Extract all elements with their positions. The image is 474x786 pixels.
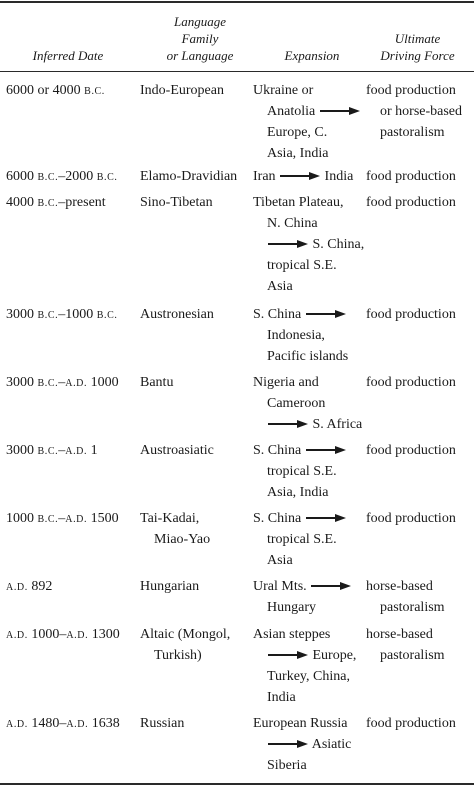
cell-text: Ukraine or bbox=[253, 83, 314, 98]
cell-driving-force bbox=[366, 713, 456, 734]
cell-line bbox=[253, 255, 364, 276]
header-driving-force-line: Driving Force bbox=[380, 48, 455, 63]
cell-expansion bbox=[253, 440, 347, 503]
cell-line: or horse-based bbox=[380, 104, 463, 119]
cell-text: Asia, India bbox=[267, 146, 329, 161]
cell-driving-force bbox=[366, 304, 456, 325]
cell-line: Austronesian bbox=[140, 307, 214, 322]
cell-line bbox=[253, 645, 356, 666]
cell-line bbox=[253, 713, 351, 734]
cell-text: India bbox=[321, 169, 354, 184]
cell-text: S. Africa bbox=[309, 417, 363, 432]
cell-text: S. China bbox=[253, 443, 305, 458]
cell-line: food production bbox=[366, 169, 456, 184]
cell-text: Asia bbox=[267, 279, 293, 294]
cell-expansion bbox=[253, 166, 353, 187]
cell-inferred-date bbox=[6, 192, 106, 214]
cell-line: Bantu bbox=[140, 375, 174, 390]
cell-line bbox=[253, 80, 361, 101]
cell-text: –present bbox=[58, 195, 106, 210]
cell-expansion bbox=[253, 192, 364, 297]
cell-inferred-date bbox=[6, 713, 120, 735]
cell-driving-force bbox=[366, 440, 456, 461]
cell-line: horse-based bbox=[366, 627, 433, 642]
cell-text: 3000 bbox=[6, 443, 38, 458]
cell-line bbox=[253, 687, 356, 708]
cell-text: tropical S.E. bbox=[267, 532, 337, 547]
header-rule bbox=[0, 71, 474, 72]
era-abbreviation: B.C. bbox=[37, 446, 59, 457]
cell-line: pastoralism bbox=[380, 125, 445, 140]
cell-expansion bbox=[253, 508, 347, 571]
cell-language-family bbox=[140, 576, 199, 597]
cell-line bbox=[253, 101, 361, 122]
cell-text: 1 bbox=[87, 443, 98, 458]
cell-line bbox=[253, 461, 347, 482]
cell-line bbox=[253, 393, 362, 414]
cell-line bbox=[253, 755, 351, 776]
cell-line: food production bbox=[366, 716, 456, 731]
era-abbreviation: A.D. bbox=[66, 630, 89, 641]
cell-line: Austroasiatic bbox=[140, 443, 214, 458]
cell-text: 1480– bbox=[27, 716, 67, 731]
cell-text: Asiatic bbox=[309, 737, 352, 752]
cell-text: tropical S.E. bbox=[267, 464, 337, 479]
cell-line bbox=[253, 508, 347, 529]
cell-text: Turkey, China, bbox=[267, 669, 350, 684]
cell-text: Indonesia, bbox=[267, 328, 325, 343]
era-abbreviation: A.D. bbox=[65, 514, 88, 525]
cell-line bbox=[253, 234, 364, 255]
cell-text: 1000 bbox=[6, 511, 38, 526]
cell-line bbox=[253, 414, 362, 435]
cell-inferred-date bbox=[6, 440, 98, 462]
header-language-family-line: Language bbox=[174, 14, 226, 29]
cell-text: –2000 bbox=[58, 169, 97, 184]
era-abbreviation: A.D. bbox=[6, 582, 28, 593]
header-language-family-line: Family bbox=[181, 31, 219, 46]
cell-line: Miao-Yao bbox=[154, 532, 211, 547]
header-driving-force-line: Ultimate bbox=[394, 31, 441, 46]
cell-text: Asia bbox=[267, 553, 293, 568]
era-abbreviation: B.C. bbox=[37, 172, 59, 183]
cell-driving-force bbox=[366, 576, 445, 618]
arrow-right-icon bbox=[311, 582, 351, 590]
cell-line: food production bbox=[366, 83, 456, 98]
cell-inferred-date bbox=[6, 166, 118, 188]
cell-line bbox=[253, 666, 356, 687]
cell-text: 1000– bbox=[27, 627, 67, 642]
cell-line: Elamo-Dravidian bbox=[140, 169, 238, 184]
era-abbreviation: A.D. bbox=[6, 719, 28, 730]
era-abbreviation: A.D. bbox=[6, 630, 28, 641]
cell-driving-force bbox=[366, 372, 456, 393]
cell-line bbox=[253, 304, 348, 325]
cell-language-family bbox=[140, 192, 213, 213]
cell-line bbox=[253, 325, 348, 346]
header-inferred-date: Inferred Date bbox=[32, 48, 104, 63]
cell-line: horse-based bbox=[366, 579, 433, 594]
cell-inferred-date bbox=[6, 508, 119, 530]
era-abbreviation: B.C. bbox=[37, 198, 59, 209]
cell-text: Siberia bbox=[267, 758, 307, 773]
cell-text: 4000 bbox=[6, 195, 38, 210]
arrow-right-icon bbox=[268, 420, 308, 428]
bottom-rule bbox=[0, 783, 474, 785]
era-abbreviation: B.C. bbox=[37, 514, 59, 525]
cell-line: Altaic (Mongol, bbox=[140, 627, 231, 642]
cell-text: Cameroon bbox=[267, 396, 326, 411]
cell-text: 6000 or 4000 bbox=[6, 83, 85, 98]
arrow-right-icon bbox=[306, 514, 346, 522]
era-abbreviation: B.C. bbox=[96, 172, 118, 183]
cell-text: Asian steppes bbox=[253, 627, 331, 642]
cell-line: pastoralism bbox=[380, 600, 445, 615]
top-rule bbox=[0, 1, 474, 3]
cell-text: S. China, bbox=[309, 237, 365, 252]
cell-text: 892 bbox=[27, 579, 53, 594]
cell-line bbox=[253, 529, 347, 550]
cell-inferred-date bbox=[6, 576, 52, 598]
cell-text: – bbox=[58, 375, 66, 390]
cell-text: 3000 bbox=[6, 375, 38, 390]
cell-line: Russian bbox=[140, 716, 185, 731]
cell-text: Iran bbox=[253, 169, 280, 184]
arrow-right-icon bbox=[320, 107, 360, 115]
cell-line: pastoralism bbox=[380, 648, 445, 663]
era-abbreviation: A.D. bbox=[66, 719, 89, 730]
cell-line: food production bbox=[366, 511, 456, 526]
cell-text: 6000 bbox=[6, 169, 38, 184]
cell-language-family bbox=[140, 508, 210, 550]
cell-text: Europe, bbox=[309, 648, 357, 663]
cell-line bbox=[253, 597, 352, 618]
cell-text: 1300 bbox=[88, 627, 120, 642]
cell-line bbox=[253, 482, 347, 503]
cell-inferred-date bbox=[6, 304, 118, 326]
cell-line bbox=[253, 276, 364, 297]
cell-line bbox=[253, 166, 353, 187]
arrow-right-icon bbox=[280, 172, 320, 180]
cell-text: – bbox=[58, 511, 66, 526]
header-driving-force bbox=[365, 30, 470, 64]
cell-line bbox=[253, 734, 351, 755]
cell-line bbox=[253, 122, 361, 143]
cell-driving-force bbox=[366, 624, 445, 666]
header-expansion: Expansion bbox=[284, 48, 340, 63]
cell-line: food production bbox=[366, 195, 456, 210]
cell-text: European Russia bbox=[253, 716, 348, 731]
cell-line: food production bbox=[366, 443, 456, 458]
cell-language-family bbox=[140, 440, 214, 461]
cell-text: Pacific islands bbox=[267, 349, 349, 364]
cell-text: 1638 bbox=[88, 716, 120, 731]
cell-expansion bbox=[253, 713, 351, 776]
cell-line bbox=[253, 440, 347, 461]
cell-line bbox=[253, 550, 347, 571]
cell-line: Sino-Tibetan bbox=[140, 195, 213, 210]
cell-text: – bbox=[58, 443, 66, 458]
cell-line: food production bbox=[366, 307, 456, 322]
cell-text: Nigeria and bbox=[253, 375, 319, 390]
cell-language-family bbox=[140, 166, 237, 187]
cell-inferred-date bbox=[6, 80, 105, 102]
cell-text: 1000 bbox=[87, 375, 119, 390]
header-language-family-line: or Language bbox=[166, 48, 234, 63]
cell-line bbox=[253, 346, 348, 367]
cell-text: Ural Mts. bbox=[253, 579, 311, 594]
cell-line: Tai-Kadai, bbox=[140, 511, 200, 526]
arrow-right-icon bbox=[268, 651, 308, 659]
cell-text: Asia, India bbox=[267, 485, 329, 500]
cell-text: S. China bbox=[253, 511, 305, 526]
cell-inferred-date bbox=[6, 624, 120, 646]
arrow-right-icon bbox=[268, 740, 308, 748]
era-abbreviation: B.C. bbox=[96, 310, 118, 321]
cell-text: 1500 bbox=[87, 511, 119, 526]
cell-language-family bbox=[140, 80, 224, 101]
arrow-right-icon bbox=[268, 240, 308, 248]
cell-text: India bbox=[267, 690, 296, 705]
era-abbreviation: B.C. bbox=[84, 86, 105, 97]
cell-line: Turkish) bbox=[154, 648, 202, 663]
cell-language-family bbox=[140, 304, 214, 325]
cell-driving-force bbox=[366, 508, 456, 529]
cell-text: Europe, C. bbox=[267, 125, 328, 140]
arrow-right-icon bbox=[306, 310, 346, 318]
cell-line: Indo-European bbox=[140, 83, 224, 98]
header-language-family bbox=[140, 13, 260, 64]
cell-driving-force bbox=[366, 166, 456, 187]
cell-expansion bbox=[253, 304, 348, 367]
cell-expansion bbox=[253, 80, 361, 164]
cell-line bbox=[253, 576, 352, 597]
cell-line bbox=[253, 372, 362, 393]
cell-language-family bbox=[140, 713, 184, 734]
cell-text: –1000 bbox=[58, 307, 97, 322]
cell-driving-force bbox=[366, 80, 462, 143]
cell-expansion bbox=[253, 372, 362, 435]
era-abbreviation: B.C. bbox=[37, 378, 59, 389]
cell-text: Tibetan Plateau, bbox=[253, 195, 344, 210]
cell-text: Anatolia bbox=[267, 104, 319, 119]
era-abbreviation: B.C. bbox=[37, 310, 59, 321]
cell-text: tropical S.E. bbox=[267, 258, 337, 273]
cell-text: Hungary bbox=[267, 600, 316, 615]
cell-text: 3000 bbox=[6, 307, 38, 322]
cell-text: N. China bbox=[267, 216, 318, 231]
era-abbreviation: A.D. bbox=[65, 446, 88, 457]
cell-driving-force bbox=[366, 192, 456, 213]
cell-text: S. China bbox=[253, 307, 305, 322]
cell-line: food production bbox=[366, 375, 456, 390]
cell-language-family bbox=[140, 372, 173, 393]
arrow-right-icon bbox=[306, 446, 346, 454]
cell-expansion bbox=[253, 576, 352, 618]
cell-line: Hungarian bbox=[140, 579, 200, 594]
cell-line bbox=[253, 192, 364, 213]
cell-inferred-date bbox=[6, 372, 119, 394]
cell-line bbox=[253, 624, 356, 645]
cell-line bbox=[253, 213, 364, 234]
cell-language-family bbox=[140, 624, 230, 666]
era-abbreviation: A.D. bbox=[65, 378, 88, 389]
cell-line bbox=[253, 143, 361, 164]
cell-expansion bbox=[253, 624, 356, 708]
